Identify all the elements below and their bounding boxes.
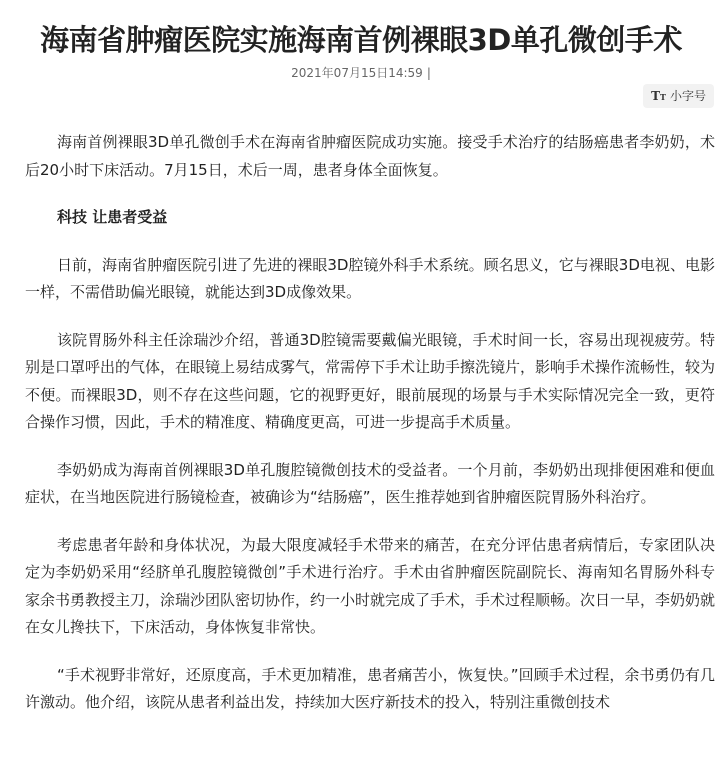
font-size-toggle-label: 小字号	[669, 89, 706, 103]
article-body	[25, 129, 715, 737]
font-size-toggle-button[interactable]	[643, 84, 714, 108]
paragraph: 李奶奶成为海南首例裸眼3D单孔腹腔镜微创技术的受益者。一个月前，李奶奶出现排便困难和便血症状，在当地医院进行肠镜检查，被确诊为“结肠癌”，医生推荐她到省肿瘤医院胃肠外科治疗。	[25, 460, 715, 506]
text-size-icon: TT	[651, 88, 666, 103]
meta-separator: |	[426, 66, 431, 80]
paragraph: 考虑患者年龄和身体状况，为最大限度减轻手术带来的痛苦，在充分评估患者病情后，专家团队决定为李奶奶采用“经脐单孔腹腔镜微创”手术进行治疗。手术由省肿瘤医院副院长、海南知名胃肠外科专家余书勇教授主刀，涂瑞沙团队密切协作，约一小时就完成了手术，手术过程顺畅。次日一早，李奶奶就在女儿搀扶下，下床活动，身体恢复非常快。	[25, 535, 716, 636]
paragraph: 日前，海南省肿瘤医院引进了先进的裸眼3D腔镜外科手术系统。顾名思义，它与裸眼3D电视、电影一样，不需借助偏光眼镜，就能达到3D成像效果。	[25, 255, 715, 301]
section-subheading: 科技 让患者受益	[57, 208, 168, 226]
article-title: 海南省肿瘤医院实施海南首例裸眼3D单孔微创手术	[40, 23, 682, 58]
paragraph: 该院胃肠外科主任涂瑞沙介绍，普通3D腔镜需要戴偏光眼镜，手术时间一长，容易出现视疲劳。特别是口罩呼出的气体，在眼镜上易结成雾气，常需停下手术让助手擦洗镜片，影响手术操作流畅性，较为不便。而裸眼3D，则不存在这些问题，它的视野更好，眼前展现的场景与手术实际情况完全一致，更符合操作习惯，因此，手术的精准度、精确度更高，可进一步提高手术质量。	[25, 330, 716, 431]
publish-datetime: 2021年07月15日14:59	[291, 66, 423, 80]
paragraph: “手术视野非常好，还原度高，手术更加精准，患者痛苦小，恢复快。”回顾手术过程，余书勇仍有几许激动。他介绍，该院从患者利益出发，持续加大医疗新技术的投入，特别注重微创技术	[25, 665, 715, 711]
paragraph: 海南首例裸眼3D单孔微创手术在海南省肿瘤医院成功实施。接受手术治疗的结肠癌患者李奶奶，术后20小时下床活动。7月15日，术后一周，患者身体全面恢复。	[25, 133, 715, 179]
article-meta	[0, 64, 722, 82]
